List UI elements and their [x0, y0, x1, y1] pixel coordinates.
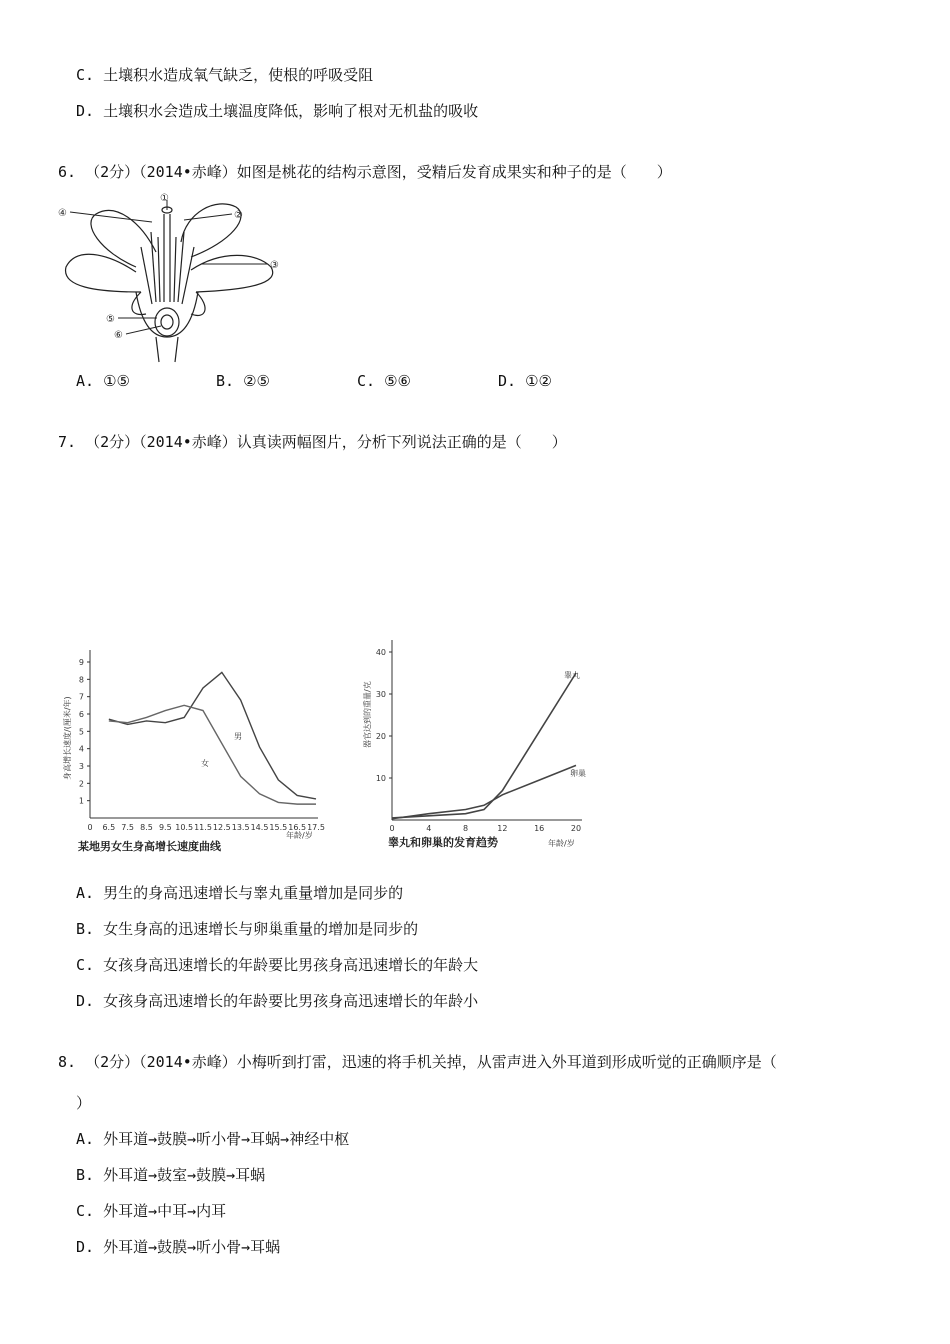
gonad-development-chart	[352, 628, 602, 855]
series-line-boys	[109, 672, 316, 799]
q7-option-a[interactable]: A. 男生的身高迅速增长与睾丸重量增加是同步的	[76, 884, 404, 902]
x-tick-label: 6.5	[102, 823, 116, 832]
series-label-testis: 睾丸	[564, 671, 580, 680]
height-growth-chart	[56, 640, 346, 855]
label-3: ③	[270, 260, 279, 271]
q8-option-a[interactable]: A. 外耳道→鼓膜→听小骨→耳蜗→神经中枢	[76, 1130, 350, 1148]
series-line-ovary	[392, 765, 576, 818]
label-2: ②	[234, 210, 243, 221]
x-tick-label: 8	[463, 824, 469, 833]
series-line-testis	[392, 673, 576, 818]
y-tick-label: 1	[78, 796, 84, 806]
gonad-chart-ylabel: 器官达到的重量/克	[363, 681, 372, 748]
x-tick-label: 11.5	[194, 823, 212, 832]
x-tick-label: 14.5	[250, 823, 269, 832]
q6-option-a[interactable]: A. ①⑤	[76, 372, 130, 390]
x-tick-label: 17.5	[307, 823, 325, 832]
x-tick-label: 8.5	[140, 823, 153, 832]
q7-option-d[interactable]: D. 女孩身高迅速增长的年龄要比男孩身高迅速增长的年龄小	[76, 992, 479, 1010]
label-1: ①	[160, 193, 169, 204]
x-tick-label: 12	[497, 824, 508, 833]
x-tick-label: 12.5	[212, 823, 231, 832]
label-5: ⑤	[106, 314, 115, 325]
gonad-chart-xlabel: 年龄/岁	[548, 839, 575, 848]
height-chart-ylabel: 身高增长速度/(厘米/年)	[63, 696, 72, 780]
y-tick-label: 30	[375, 690, 386, 699]
q8-option-c[interactable]: C. 外耳道→中耳→内耳	[76, 1202, 227, 1220]
q8-stem: 8. （2分）（2014•赤峰）小梅听到打雷，迅速的将手机关掉，从雷声进入外耳道到形成听觉的正确顺序是（	[58, 1053, 777, 1071]
x-tick-label: 7.5	[121, 823, 135, 832]
y-tick-label: 5	[78, 727, 84, 737]
y-tick-label: 2	[78, 779, 84, 789]
height-chart-title: 某地男女生身高增长速度曲线	[78, 840, 221, 853]
y-tick-label: 3	[78, 762, 84, 771]
gonad-chart-title: 睾丸和卵巢的发育趋势	[388, 836, 498, 849]
q8-option-d[interactable]: D. 外耳道→鼓膜→听小骨→耳蜗	[76, 1238, 281, 1256]
x-tick-label: 20	[570, 824, 582, 833]
q6-option-d[interactable]: D. ①②	[498, 372, 552, 390]
x-tick-label: 0	[87, 823, 93, 832]
x-tick-label: 13.5	[231, 823, 250, 832]
x-tick-label: 0	[389, 824, 395, 833]
label-6: ⑥	[114, 330, 123, 341]
q5-option-d: D. 土壤积水会造成土壤温度降低，影响了根对无机盐的吸收	[76, 102, 479, 120]
series-label-girls: 女	[201, 759, 209, 768]
y-tick-label: 10	[375, 774, 386, 783]
height-chart-xlabel: 年龄/岁	[286, 831, 313, 840]
y-tick-label: 8	[78, 675, 84, 685]
x-tick-label: 15.5	[269, 823, 288, 832]
y-tick-label: 4	[78, 744, 84, 754]
q7-option-c[interactable]: C. 女孩身高迅速增长的年龄要比男孩身高迅速增长的年龄大	[76, 956, 479, 974]
q8-stem-close: ）	[76, 1094, 92, 1112]
y-tick-label: 6	[78, 710, 84, 719]
x-tick-label: 9.5	[158, 823, 172, 832]
peach-flower-diagram	[56, 192, 296, 370]
y-tick-label: 7	[78, 692, 84, 702]
x-tick-label: 16	[534, 824, 545, 833]
q6-options	[76, 371, 636, 391]
label-4: ④	[58, 208, 67, 219]
series-line-girls	[109, 705, 316, 804]
y-tick-label: 40	[375, 648, 386, 657]
x-tick-label: 16.5	[288, 823, 307, 832]
series-label-boys: 男	[234, 732, 242, 741]
q6-stem: 6. （2分）（2014•赤峰）如图是桃花的结构示意图，受精后发育成果实和种子的是（ ）	[58, 163, 672, 181]
q5-option-c: C. 土壤积水造成氧气缺乏，使根的呼吸受阻	[76, 66, 374, 84]
q7-option-b[interactable]: B. 女生身高的迅速增长与卵巢重量的增加是同步的	[76, 920, 419, 938]
q6-option-c[interactable]: C. ⑤⑥	[357, 372, 411, 390]
x-tick-label: 10.5	[175, 823, 194, 832]
x-tick-label: 4	[426, 824, 432, 833]
q6-option-b[interactable]: B. ②⑤	[216, 372, 270, 390]
y-tick-label: 9	[78, 658, 84, 667]
q8-option-b[interactable]: B. 外耳道→鼓室→鼓膜→耳蜗	[76, 1166, 266, 1184]
series-label-ovary: 卵巢	[570, 769, 586, 778]
q7-stem: 7. （2分）（2014•赤峰）认真读两幅图片，分析下列说法正确的是（ ）	[58, 433, 567, 451]
y-tick-label: 20	[375, 732, 386, 741]
